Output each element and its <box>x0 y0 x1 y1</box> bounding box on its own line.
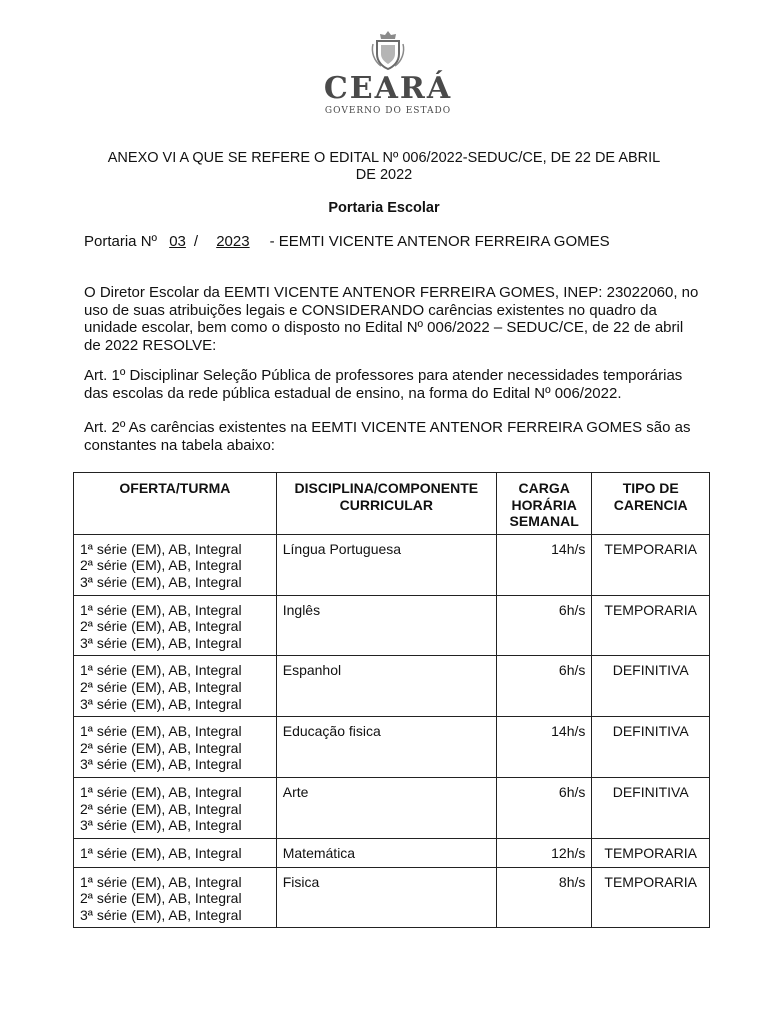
header-disciplina: DISCIPLINA/COMPONENTE CURRICULAR <box>276 473 496 535</box>
table-header-row <box>74 473 710 535</box>
table-row <box>74 717 710 778</box>
vacancies-table <box>73 472 710 928</box>
cell-carga: 8h/s <box>496 867 591 928</box>
cell-carga: 6h/s <box>496 656 591 717</box>
portaria-year: 2023 <box>216 233 250 250</box>
table-row <box>74 838 710 867</box>
cell-carga: 6h/s <box>496 777 591 838</box>
article-1-paragraph: Art. 1º Disciplinar Seleção Pública de professores para atender necessidades temporárias das escolas da rede pública estadual de ensino, na forma do Edital Nº 006/2022. <box>84 367 683 402</box>
cell-carga: 14h/s <box>496 534 591 595</box>
portaria-line <box>84 233 610 250</box>
logo-wordmark: CEARÁ <box>323 71 453 106</box>
document-subtitle: Portaria Escolar <box>328 200 440 216</box>
portaria-separator: / <box>193 233 199 250</box>
cell-disciplina: Arte <box>276 777 496 838</box>
cell-oferta: 1ª série (EM), AB, Integral 2ª série (EM), AB, Integral 3ª série (EM), AB, Integral <box>74 595 277 656</box>
coat-of-arms-icon <box>370 28 406 72</box>
portaria-school: - EEMTI VICENTE ANTENOR FERREIRA GOMES <box>269 233 610 250</box>
cell-tipo: DEFINITIVA <box>592 717 710 778</box>
cell-disciplina: Educação fisica <box>276 717 496 778</box>
header-oferta: OFERTA/TURMA <box>74 473 277 535</box>
cell-oferta: 1ª série (EM), AB, Integral 2ª série (EM), AB, Integral 3ª série (EM), AB, Integral <box>74 717 277 778</box>
cell-carga: 6h/s <box>496 595 591 656</box>
cell-tipo: TEMPORARIA <box>592 867 710 928</box>
cell-disciplina: Espanhol <box>276 656 496 717</box>
cell-tipo: TEMPORARIA <box>592 838 710 867</box>
header-carga: CARGA HORÁRIA SEMANAL <box>496 473 591 535</box>
cell-oferta: 1ª série (EM), AB, Integral 2ª série (EM), AB, Integral 3ª série (EM), AB, Integral <box>74 534 277 595</box>
cell-disciplina: Matemática <box>276 838 496 867</box>
intro-paragraph: O Diretor Escolar da EEMTI VICENTE ANTENOR FERREIRA GOMES, INEP: 23022060, no uso de suas atribuições legais e CONSIDERANDO carências existentes no quadro da unidade escolar, bem como o disposto no Edital Nº 006/2022 – SEDUC/CE, de 22 de abril de 2022 RESOLVE: <box>84 284 699 354</box>
ceara-government-logo <box>318 28 458 138</box>
cell-oferta: 1ª série (EM), AB, Integral 2ª série (EM), AB, Integral 3ª série (EM), AB, Integral <box>74 867 277 928</box>
portaria-prefix: Portaria Nº <box>84 233 158 250</box>
cell-disciplina: Inglês <box>276 595 496 656</box>
table-row <box>74 595 710 656</box>
table-row <box>74 867 710 928</box>
table-row <box>74 656 710 717</box>
cell-disciplina: Fisica <box>276 867 496 928</box>
cell-oferta: 1ª série (EM), AB, Integral <box>74 838 277 867</box>
cell-tipo: DEFINITIVA <box>592 777 710 838</box>
table-row <box>74 534 710 595</box>
cell-tipo: TEMPORARIA <box>592 595 710 656</box>
cell-tipo: DEFINITIVA <box>592 656 710 717</box>
logo-subtitle: GOVERNO DO ESTADO <box>324 106 452 116</box>
cell-oferta: 1ª série (EM), AB, Integral 2ª série (EM), AB, Integral 3ª série (EM), AB, Integral <box>74 656 277 717</box>
cell-disciplina: Língua Portuguesa <box>276 534 496 595</box>
portaria-number: 03 <box>169 233 186 250</box>
article-2-paragraph: Art. 2º As carências existentes na EEMTI VICENTE ANTENOR FERREIRA GOMES são as constantes na tabela abaixo: <box>84 419 691 454</box>
cell-carga: 12h/s <box>496 838 591 867</box>
cell-tipo: TEMPORARIA <box>592 534 710 595</box>
cell-carga: 14h/s <box>496 717 591 778</box>
cell-oferta: 1ª série (EM), AB, Integral 2ª série (EM), AB, Integral 3ª série (EM), AB, Integral <box>74 777 277 838</box>
annex-title: ANEXO VI A QUE SE REFERE O EDITAL Nº 006/2022-SEDUC/CE, DE 22 DE ABRIL DE 2022 <box>107 150 661 183</box>
table-row <box>74 777 710 838</box>
header-tipo: TIPO DE CARENCIA <box>592 473 710 535</box>
